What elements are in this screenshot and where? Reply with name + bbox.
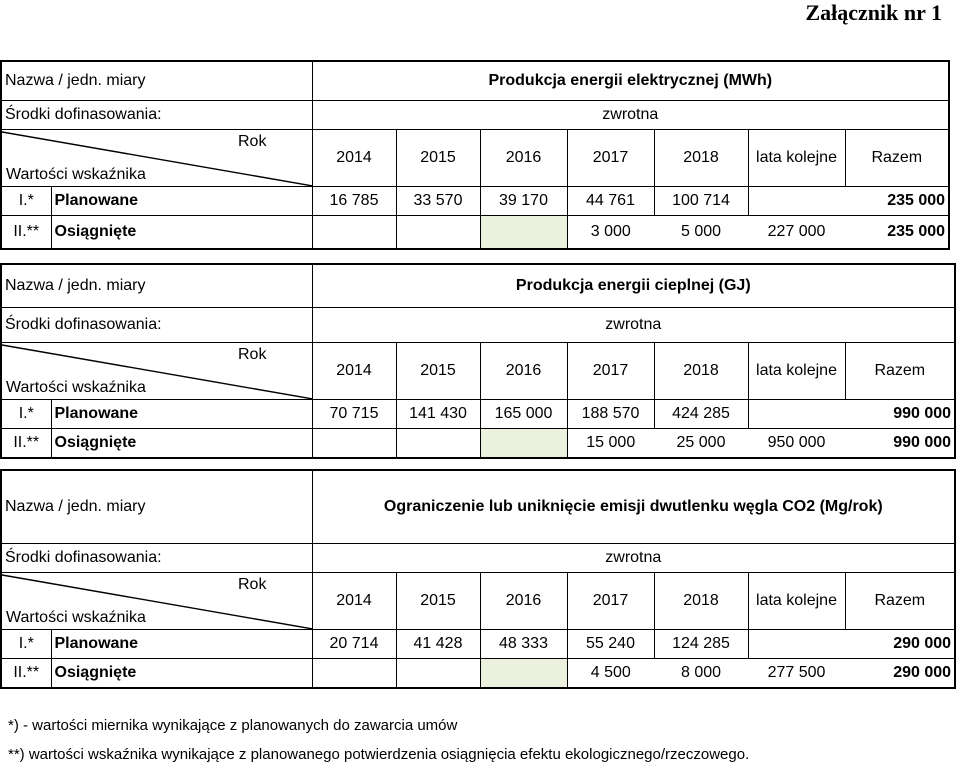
achieved-label: Osiągnięte [51, 216, 312, 250]
achieved-value [480, 429, 567, 459]
achieved-value [396, 659, 480, 689]
rok-label: Rok [238, 346, 267, 363]
rok-label: Rok [238, 576, 267, 593]
achieved-value [396, 429, 480, 459]
planned-value: 188 570 [567, 400, 654, 429]
year-header: 2017 [567, 130, 654, 187]
achieved-value: 277 500 [748, 659, 845, 689]
year-header: 2016 [480, 573, 567, 630]
unit-label: Nazwa / jedn. miary [1, 61, 312, 101]
achieved-total: 990 000 [845, 429, 955, 459]
achieved-value: 4 500 [567, 659, 654, 689]
indicator-table-electricity [0, 60, 950, 250]
footnote-planned: *) - wartości miernika wynikające z planowanych do zawarcia umów [8, 717, 458, 734]
achieved-value: 3 000 [567, 216, 654, 250]
achieved-value [480, 659, 567, 689]
achieved-value: 950 000 [748, 429, 845, 459]
wartosci-label: Wartości wskaźnika [6, 166, 146, 183]
achieved-value [312, 429, 396, 459]
achieved-total: 290 000 [845, 659, 955, 689]
achieved-value [396, 216, 480, 250]
planned-prefix: I.* [1, 187, 51, 216]
planned-value: 424 285 [654, 400, 748, 429]
year-header: 2018 [654, 343, 748, 400]
planned-value: 41 428 [396, 630, 480, 659]
indicator-table-heat [0, 263, 956, 459]
planned-label: Planowane [51, 400, 312, 429]
unit-value: Ograniczenie lub uniknięcie emisji dwutlenku węgla CO2 (Mg/rok) [312, 470, 955, 544]
year-header: 2015 [396, 573, 480, 630]
achieved-label: Osiągnięte [51, 659, 312, 689]
planned-label: Planowane [51, 630, 312, 659]
razem-header: Razem [845, 573, 955, 630]
footnote-achieved: **) wartości wskaźnika wynikające z planowanego potwierdzenia osiągnięcia efektu ekologicznego/rzeczowego. [8, 746, 750, 763]
year-header: 2014 [312, 343, 396, 400]
rok-label: Rok [238, 133, 267, 150]
year-header: 2015 [396, 343, 480, 400]
planned-prefix: I.* [1, 400, 51, 429]
indicator-table-co2 [0, 469, 956, 689]
razem-header: Razem [845, 343, 955, 400]
year-header: 2018 [654, 130, 748, 187]
achieved-prefix: II.** [1, 659, 51, 689]
achieved-value [480, 216, 567, 250]
funding-label: Środki dofinasowania: [1, 544, 312, 573]
planned-value: 124 285 [654, 630, 748, 659]
planned-value: 100 714 [654, 187, 748, 216]
year-header: 2016 [480, 343, 567, 400]
planned-value: 48 333 [480, 630, 567, 659]
planned-value: 33 570 [396, 187, 480, 216]
achieved-value: 8 000 [654, 659, 748, 689]
planned-value: 16 785 [312, 187, 396, 216]
unit-label: Nazwa / jedn. miary [1, 470, 312, 544]
planned-prefix: I.* [1, 630, 51, 659]
year-header: 2015 [396, 130, 480, 187]
lata-kolejne-header: lata kolejne [748, 343, 845, 400]
year-header: 2018 [654, 573, 748, 630]
achieved-value: 25 000 [654, 429, 748, 459]
planned-label: Planowane [51, 187, 312, 216]
funding-label: Środki dofinasowania: [1, 101, 312, 130]
achieved-total: 235 000 [845, 216, 949, 250]
planned-total: 235 000 [845, 187, 949, 216]
rok-header-cell [1, 573, 312, 630]
year-header: 2017 [567, 573, 654, 630]
planned-total: 290 000 [845, 630, 955, 659]
planned-value [748, 630, 845, 659]
rok-header-cell [1, 130, 312, 187]
achieved-prefix: II.** [1, 429, 51, 459]
achieved-value [312, 216, 396, 250]
unit-value: Produkcja energii cieplnej (GJ) [312, 264, 955, 308]
unit-value: Produkcja energii elektrycznej (MWh) [312, 61, 949, 101]
achieved-value [312, 659, 396, 689]
year-header: 2014 [312, 573, 396, 630]
lata-kolejne-header: lata kolejne [748, 573, 845, 630]
achieved-label: Osiągnięte [51, 429, 312, 459]
unit-label: Nazwa / jedn. miary [1, 264, 312, 308]
achieved-value: 5 000 [654, 216, 748, 250]
planned-value: 141 430 [396, 400, 480, 429]
planned-value: 55 240 [567, 630, 654, 659]
planned-value: 70 715 [312, 400, 396, 429]
wartosci-label: Wartości wskaźnika [6, 609, 146, 626]
year-header: 2014 [312, 130, 396, 187]
achieved-value: 227 000 [748, 216, 845, 250]
razem-header: Razem [845, 130, 949, 187]
year-header: 2016 [480, 130, 567, 187]
attachment-title: Załącznik nr 1 [805, 0, 942, 25]
rok-header-cell [1, 343, 312, 400]
planned-value: 44 761 [567, 187, 654, 216]
planned-value [748, 187, 845, 216]
funding-value: zwrotna [312, 101, 949, 130]
achieved-value: 15 000 [567, 429, 654, 459]
funding-value: zwrotna [312, 308, 955, 343]
year-header: 2017 [567, 343, 654, 400]
achieved-prefix: II.** [1, 216, 51, 250]
funding-label: Środki dofinasowania: [1, 308, 312, 343]
planned-value: 20 714 [312, 630, 396, 659]
wartosci-label: Wartości wskaźnika [6, 379, 146, 396]
planned-value [748, 400, 845, 429]
lata-kolejne-header: lata kolejne [748, 130, 845, 187]
funding-value: zwrotna [312, 544, 955, 573]
planned-total: 990 000 [845, 400, 955, 429]
planned-value: 39 170 [480, 187, 567, 216]
planned-value: 165 000 [480, 400, 567, 429]
